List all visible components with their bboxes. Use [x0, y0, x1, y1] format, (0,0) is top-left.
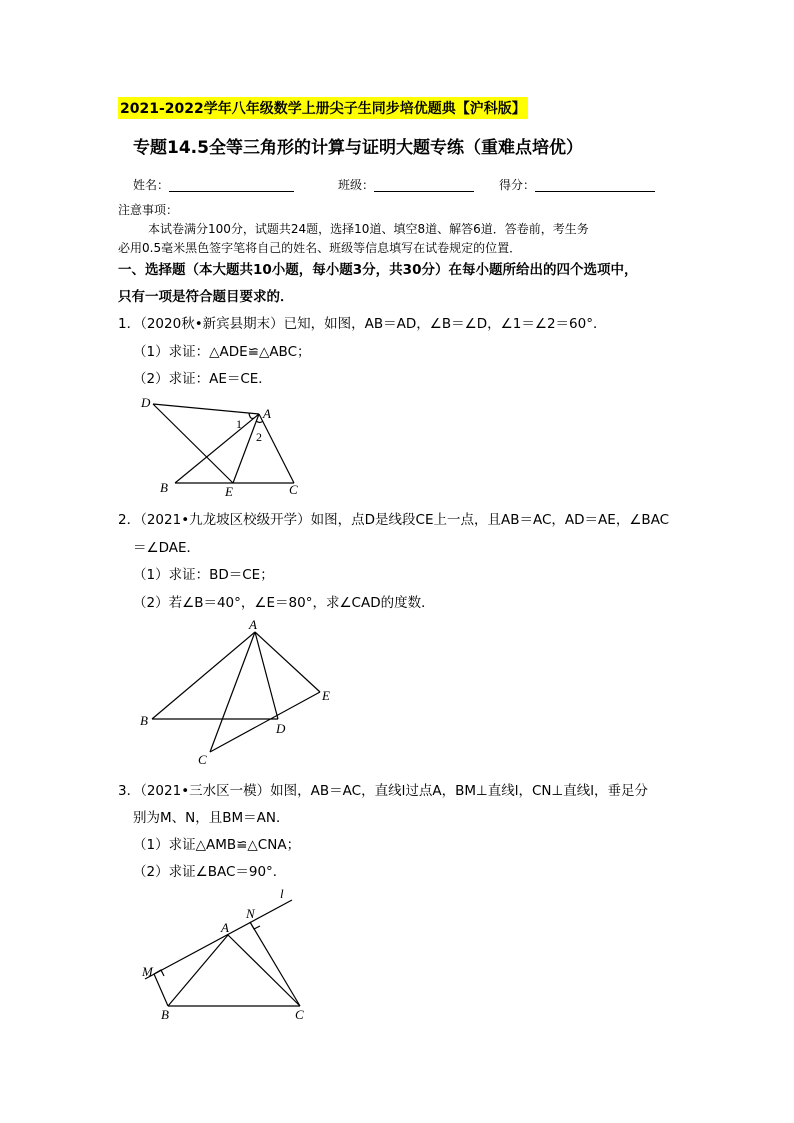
q2-label-C: C	[198, 752, 207, 767]
q2-stem-line-1: 2．（2021•九龙坡区校级开学）如图，点D是线段CE上一点，且AB＝AC，AD＝AE，∠BAC	[118, 512, 670, 528]
page-title: 专题14.5全等三角形的计算与证明大题专练（重难点培优）	[133, 138, 583, 158]
q1-label-B: B	[160, 480, 168, 495]
q3-label-C: C	[295, 1007, 304, 1022]
q2-segment-AE	[255, 632, 320, 692]
q1-label-C: C	[289, 482, 298, 497]
section-heading-line-2: 只有一项是符合题目要求的．	[118, 289, 294, 305]
q2-label-D: D	[276, 721, 286, 736]
q1-label-1: 1	[236, 417, 242, 431]
q1-figure	[153, 404, 294, 483]
q3-label-B: B	[161, 1007, 169, 1022]
q2-part-2: （2）若∠B＝40°，∠E＝80°，求∠CAD的度数．	[133, 595, 435, 611]
q2-segment-AB	[152, 632, 255, 719]
score-label: 得分：	[499, 178, 536, 192]
q3-segment-AB	[168, 935, 228, 1006]
q2-part-1: （1）求证：BD＝CE；	[133, 567, 274, 583]
q1-label-D: D	[141, 395, 151, 410]
q1-segment-AC	[259, 414, 294, 483]
q3-label-M: M	[142, 964, 153, 979]
q2-segment-CE	[210, 692, 320, 752]
q2-label-A: A	[249, 617, 257, 632]
q2-figure	[152, 632, 320, 752]
q1-stem: 1．（2020秋•新宾县期末）已知，如图，AB＝AD，∠B＝∠D，∠1＝∠2＝60°．	[118, 316, 607, 332]
q3-label-A: A	[221, 920, 229, 935]
q2-label-B: B	[140, 713, 148, 728]
q1-part-2: （2）求证：AE＝CE．	[133, 371, 272, 387]
q1-segment-DE	[153, 404, 233, 483]
q3-part-2: （2）求证∠BAC＝90°．	[133, 864, 287, 880]
notes-heading: 注意事项：	[118, 203, 179, 217]
q3-right-angle-M	[154, 970, 164, 976]
q2-segment-AC	[210, 632, 255, 752]
q3-stem-line-2: 别为M、N，且BM＝AN．	[133, 810, 290, 826]
q3-right-angle-N	[250, 922, 260, 929]
q2-stem-line-2: ＝∠DAE．	[133, 540, 201, 556]
q3-part-1: （1）求证△AMB≌△CNA；	[133, 837, 301, 853]
class-label: 班级：	[338, 178, 375, 192]
section-heading-line-1: 一、选择题（本大题共10小题，每小题3分，共30分）在每小题所给出的四个选项中，	[118, 262, 638, 278]
q3-figure	[145, 900, 300, 1006]
q1-part-1: （1）求证：△ADE≌△ABC；	[133, 344, 311, 360]
q2-label-E: E	[322, 688, 330, 703]
series-banner: 2021-2022学年八年级数学上册尖子生同步培优题典【沪科版】	[118, 97, 528, 119]
notes-line-1: 本试卷满分100分，试题共24题，选择10道、填空8道、解答6道．答卷前，考生务	[148, 222, 589, 236]
q3-label-N: N	[246, 906, 255, 921]
q1-label-2: 2	[256, 430, 262, 444]
name-label: 姓名：	[133, 178, 170, 192]
q1-angle-2-arc	[256, 421, 263, 423]
q3-line-l	[145, 900, 292, 979]
q3-label-l: l	[280, 886, 284, 901]
notes-line-2: 必用0.5毫米黑色签字笔将自己的姓名、班级等信息填写在试卷规定的位置．	[118, 241, 522, 255]
q3-stem-line-1: 3．（2021•三水区一模）如图，AB＝AC，直线l过点A，BM⊥直线l，CN⊥直线l，垂足分	[118, 783, 649, 799]
q3-segment-BM	[154, 974, 168, 1006]
q2-segment-AD	[255, 632, 278, 719]
q1-segment-DA	[153, 404, 259, 414]
q1-label-A: A	[263, 406, 271, 421]
q1-label-E: E	[225, 484, 233, 499]
